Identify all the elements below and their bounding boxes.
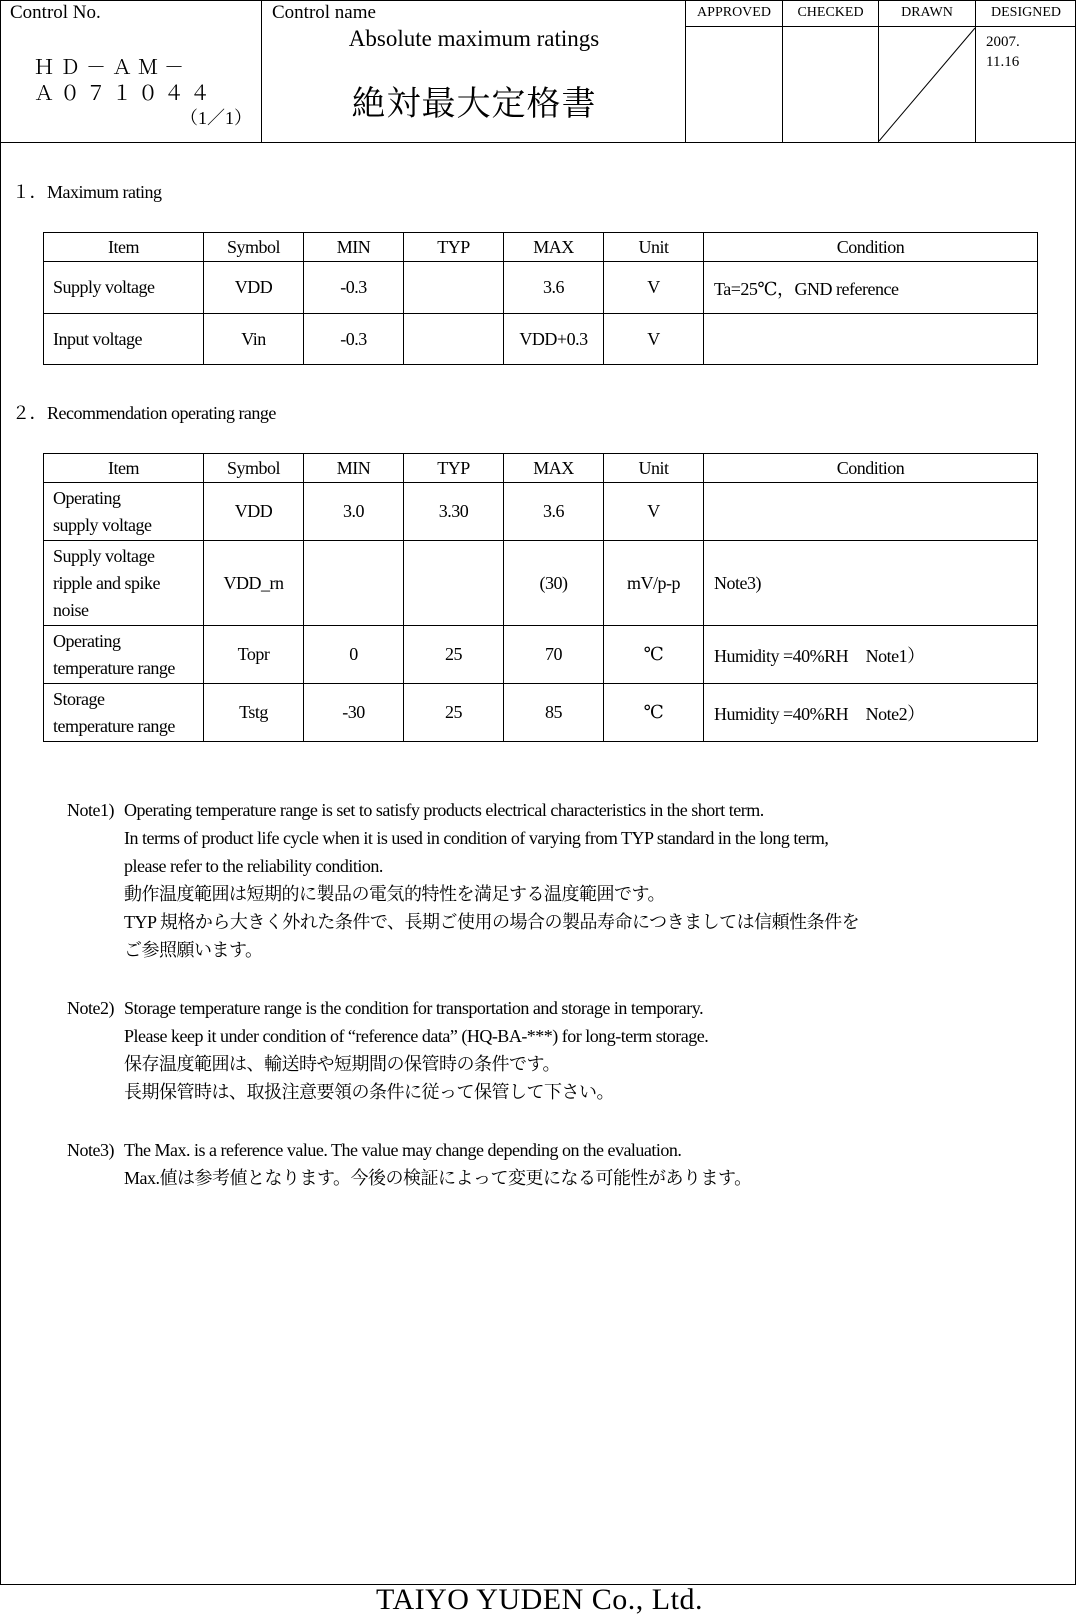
min-cell xyxy=(304,541,404,626)
section-title-operating-range: ２．Recommendation operating range xyxy=(12,403,276,423)
checked-label: CHECKED xyxy=(783,0,878,27)
section-title-maximum-rating: １．Maximum rating xyxy=(12,182,162,202)
designed-date-year: 2007. xyxy=(986,34,1020,50)
note-line xyxy=(67,994,1027,1022)
item-line: temperature range xyxy=(53,657,175,678)
table-row xyxy=(44,262,1038,314)
column-header: Item xyxy=(44,233,204,262)
table-header-row xyxy=(44,233,1038,262)
table-row xyxy=(44,541,1038,626)
control-no-value-line2: Ａ０７１０４４ xyxy=(34,83,216,105)
note-text: ご参照願います。 xyxy=(124,940,263,960)
drawn-strike-line xyxy=(879,27,976,142)
typ-cell xyxy=(404,262,504,314)
typ-cell: 3.30 xyxy=(404,483,504,541)
maximum-rating-table xyxy=(43,232,1038,365)
item-line: temperature range xyxy=(53,715,175,736)
column-header: MAX xyxy=(504,233,604,262)
control-name-label: Control name xyxy=(272,2,376,23)
note-2-label: Note2) xyxy=(67,998,114,1018)
typ-cell: 25 xyxy=(404,684,504,742)
min-cell: 3.0 xyxy=(304,483,404,541)
note-text: 動作温度範囲は短期的に製品の電気的特性を満足する温度範囲です。 xyxy=(124,884,666,904)
symbol-cell: Tstg xyxy=(204,684,304,742)
item-cell xyxy=(44,541,204,626)
condition-cell xyxy=(704,314,1038,365)
max-cell: VDD+0.3 xyxy=(504,314,604,365)
note-text: The Max. is a reference value. The value may change depending on the evaluation. xyxy=(124,1140,682,1160)
note-text: In terms of product life cycle when it is used in condition of varying from TYP standard in the long term, xyxy=(124,828,829,848)
table-row xyxy=(44,626,1038,684)
item-line: Operating xyxy=(53,487,121,508)
table-row xyxy=(44,684,1038,742)
note-text: 保存温度範囲は、輸送時や短期間の保管時の条件です。 xyxy=(124,1054,561,1074)
designed-date xyxy=(986,32,1020,72)
condition-cell: Humidity =40%RH Note1） xyxy=(704,626,1038,684)
unit-cell: ℃ xyxy=(604,684,704,742)
typ-cell xyxy=(404,314,504,365)
table-row xyxy=(44,483,1038,541)
min-cell: 0 xyxy=(304,626,404,684)
control-name-cell xyxy=(262,0,686,142)
note-3-label: Note3) xyxy=(67,1140,114,1160)
control-no-cell xyxy=(0,0,262,142)
column-header: TYP xyxy=(404,233,504,262)
designed-label: DESIGNED xyxy=(976,0,1076,27)
note-text: TYP 規格から大きく外れた条件で、長期ご使用の場合の製品寿命につきましては信頼性条件を xyxy=(124,912,860,932)
approved-cell xyxy=(686,0,783,142)
designed-cell xyxy=(976,0,1076,142)
max-cell: 3.6 xyxy=(504,262,604,314)
min-cell: -0.3 xyxy=(304,262,404,314)
note-text: Operating temperature range is set to satisfy products electrical characteristics in the short term. xyxy=(124,800,764,820)
document-title-jp: 絶対最大定格書 xyxy=(351,86,597,123)
min-cell: -30 xyxy=(304,684,404,742)
item-cell xyxy=(44,483,204,541)
note-text: Please keep it under condition of “reference data” (HQ-BA-***) for long-term storage. xyxy=(124,1026,709,1046)
notes-block xyxy=(67,796,1027,1222)
header-block xyxy=(0,0,1076,143)
checked-cell xyxy=(783,0,879,142)
document-title-en: Absolute maximum ratings xyxy=(348,26,600,51)
note-text: please refer to the reliability condition. xyxy=(124,856,383,876)
max-cell: (30) xyxy=(504,541,604,626)
unit-cell: V xyxy=(604,483,704,541)
condition-cell: Ta=25℃，GND reference xyxy=(704,262,1038,314)
note-1 xyxy=(67,796,1027,964)
symbol-cell: VDD_rn xyxy=(204,541,304,626)
condition-cell xyxy=(704,483,1038,541)
control-no-value-line1: ＨＤ－ＡＭ－ xyxy=(34,57,190,79)
column-header: Symbol xyxy=(204,233,304,262)
column-header: MIN xyxy=(304,233,404,262)
item-line: noise xyxy=(53,599,89,620)
note-text: Storage temperature range is the condition for transportation and storage in temporary. xyxy=(124,998,704,1018)
symbol-cell: Topr xyxy=(204,626,304,684)
designed-date-month-day: 11.16 xyxy=(986,54,1020,70)
item-cell: Supply voltage xyxy=(44,262,204,314)
table-header-row xyxy=(44,454,1038,483)
drawn-label: DRAWN xyxy=(879,0,975,27)
note-2 xyxy=(67,994,1027,1106)
control-no-label: Control No. xyxy=(10,2,101,23)
column-header: TYP xyxy=(404,454,504,483)
page-indicator: （1／1） xyxy=(180,108,252,128)
symbol-cell: VDD xyxy=(204,262,304,314)
note-1-label: Note1) xyxy=(67,800,114,820)
approved-label: APPROVED xyxy=(686,0,782,27)
item-line: supply voltage xyxy=(53,514,152,535)
column-header: MAX xyxy=(504,454,604,483)
typ-cell: 25 xyxy=(404,626,504,684)
column-header: MIN xyxy=(304,454,404,483)
max-cell: 3.6 xyxy=(504,483,604,541)
unit-cell: V xyxy=(604,314,704,365)
unit-cell: V xyxy=(604,262,704,314)
item-cell xyxy=(44,626,204,684)
unit-cell: mV/p-p xyxy=(604,541,704,626)
condition-cell: Humidity =40%RH Note2） xyxy=(704,684,1038,742)
column-header: Unit xyxy=(604,454,704,483)
unit-cell: ℃ xyxy=(604,626,704,684)
symbol-cell: Vin xyxy=(204,314,304,365)
drawn-cell xyxy=(879,0,976,142)
item-line: Storage xyxy=(53,688,105,709)
column-header: Unit xyxy=(604,233,704,262)
item-line: Operating xyxy=(53,630,121,651)
max-cell: 70 xyxy=(504,626,604,684)
item-line: ripple and spike xyxy=(53,572,160,593)
max-cell: 85 xyxy=(504,684,604,742)
column-header: Symbol xyxy=(204,454,304,483)
symbol-cell: VDD xyxy=(204,483,304,541)
note-text: 長期保管時は、取扱注意要領の条件に従って保管して下さい。 xyxy=(124,1082,614,1102)
table-row xyxy=(44,314,1038,365)
item-cell: Input voltage xyxy=(44,314,204,365)
column-header: Item xyxy=(44,454,204,483)
column-header: Condition xyxy=(704,454,1038,483)
min-cell: -0.3 xyxy=(304,314,404,365)
note-line xyxy=(67,796,1027,824)
condition-cell: Note3) xyxy=(704,541,1038,626)
company-footer: TAIYO YUDEN Co., Ltd. xyxy=(376,1583,703,1616)
column-header: Condition xyxy=(704,233,1038,262)
note-3 xyxy=(67,1136,1027,1192)
note-text: Max.値は参考値となります。今後の検証によって変更になる可能性があります。 xyxy=(124,1168,752,1188)
note-line xyxy=(67,1136,1027,1164)
operating-range-table xyxy=(43,453,1038,742)
typ-cell xyxy=(404,541,504,626)
item-line: Supply voltage xyxy=(53,545,155,566)
item-cell xyxy=(44,684,204,742)
